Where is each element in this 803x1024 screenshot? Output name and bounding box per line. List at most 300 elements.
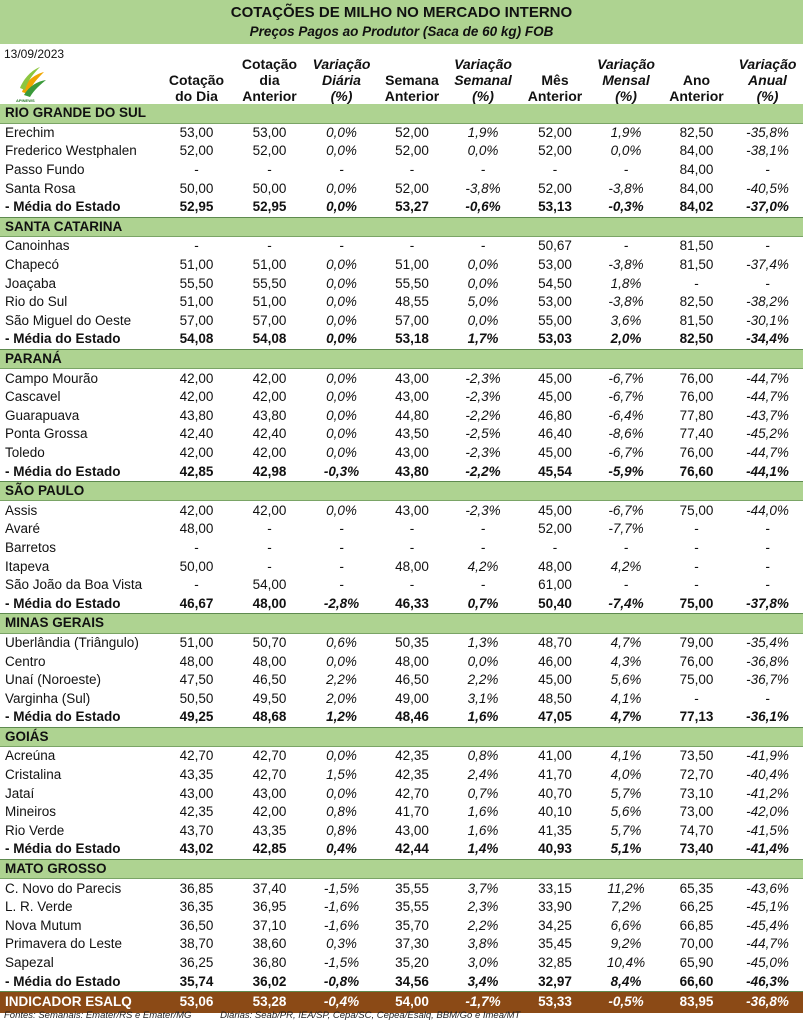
- table-row: [0, 237, 803, 256]
- table-cell: 42,00: [179, 502, 214, 518]
- table-cell: 0,0%: [326, 257, 357, 273]
- table-cell: 47,05: [519, 708, 591, 727]
- table-cell: 0,7%: [467, 785, 499, 801]
- table-cell: 52,95: [160, 198, 233, 217]
- table-row: [0, 312, 803, 331]
- table-cell: 53,13: [519, 198, 591, 217]
- state-header-row: [0, 614, 803, 634]
- sources-footer: [4, 1010, 546, 1021]
- state-header-row: [0, 349, 803, 369]
- table-cell: -: [694, 539, 699, 555]
- table-cell: 0,0%: [326, 275, 357, 291]
- table-cell: 74,70: [679, 822, 714, 838]
- table-cell: 53,06: [160, 991, 233, 1013]
- table-cell: 37,10: [252, 917, 287, 933]
- row-label: Passo Fundo: [5, 162, 85, 178]
- table-cell: -: [480, 521, 486, 537]
- table-cell: 76,00: [679, 444, 714, 460]
- table-cell: 43,80: [377, 462, 447, 481]
- table-cell: -: [480, 238, 486, 254]
- row-label: Nova Mutum: [5, 917, 82, 933]
- table-cell: 53,28: [233, 991, 306, 1013]
- table-cell: 42,70: [252, 767, 287, 783]
- table-cell: -1,5%: [323, 880, 360, 896]
- table-cell: -2,3%: [465, 502, 501, 518]
- table-row: [0, 917, 803, 936]
- table-cell: -6,7%: [608, 389, 644, 405]
- table-cell: 50,35: [395, 634, 429, 650]
- table-row: [0, 161, 803, 180]
- table-cell: 46,50: [252, 672, 287, 688]
- table-row: [0, 369, 803, 388]
- table-cell: -46,3%: [732, 972, 803, 991]
- table-cell: -0,8%: [306, 972, 377, 991]
- table-cell: 38,70: [179, 936, 214, 952]
- table-cell: -: [409, 162, 415, 178]
- table-cell: -40,5%: [746, 180, 789, 196]
- table-cell: -: [267, 238, 272, 254]
- table-cell: -: [765, 690, 770, 706]
- row-label: Rio do Sul: [5, 294, 68, 310]
- table-cell: 46,67: [160, 594, 233, 613]
- table-cell: -6,7%: [608, 502, 644, 518]
- column-header-line: Anterior: [384, 88, 440, 104]
- table-cell: 84,00: [679, 180, 714, 196]
- column-header-line: do Dia: [175, 88, 218, 104]
- row-label: Cristalina: [5, 767, 62, 783]
- table-cell: -43,7%: [746, 407, 789, 423]
- table-cell: 34,25: [538, 917, 572, 933]
- table-cell: -44,1%: [732, 462, 803, 481]
- table-cell: 45,00: [538, 444, 572, 460]
- row-label: Avaré: [5, 521, 41, 537]
- table-cell: 2,2%: [467, 917, 499, 933]
- column-header: [591, 44, 661, 104]
- table-cell: 41,70: [395, 804, 429, 820]
- table-cell: -36,8%: [732, 991, 803, 1013]
- table-cell: 42,00: [252, 804, 287, 820]
- table-cell: -44,7%: [746, 370, 789, 386]
- table-row: [0, 784, 803, 803]
- table-cell: -: [409, 539, 415, 555]
- row-label: Uberlândia (Triângulo): [5, 634, 139, 650]
- table-cell: 7,2%: [610, 899, 642, 915]
- table-cell: 73,50: [679, 748, 714, 764]
- table-cell: 57,00: [252, 312, 287, 328]
- table-cell: 43,00: [395, 822, 429, 838]
- table-cell: 55,50: [179, 275, 214, 291]
- table-row: [0, 123, 803, 142]
- table-cell: 0,0%: [326, 180, 357, 196]
- state-average-row: [0, 972, 803, 991]
- table-cell: 61,00: [538, 577, 572, 593]
- table-cell: 55,50: [252, 275, 287, 291]
- table-cell: 3,1%: [467, 690, 499, 706]
- table-cell: 65,35: [679, 880, 714, 896]
- table-cell: 43,70: [179, 822, 214, 838]
- table-cell: 4,7%: [591, 708, 661, 727]
- table-body: [0, 104, 803, 1013]
- table-cell: -: [194, 539, 199, 555]
- table-cell: 51,00: [252, 294, 287, 310]
- table-cell: 81,50: [679, 238, 714, 254]
- table-cell: 50,40: [519, 594, 591, 613]
- table-cell: 0,4%: [306, 840, 377, 859]
- table-cell: -: [194, 162, 199, 178]
- table-cell: 54,08: [233, 330, 306, 349]
- table-cell: 34,56: [377, 972, 447, 991]
- table-cell: 43,02: [160, 840, 233, 859]
- table-cell: 76,00: [679, 370, 714, 386]
- table-cell: -45,1%: [746, 899, 789, 915]
- row-label: Sapezal: [5, 955, 54, 971]
- table-row: [0, 576, 803, 595]
- column-header: [377, 44, 447, 104]
- column-header-line: Anterior: [527, 88, 583, 104]
- table-cell: 52,95: [233, 198, 306, 217]
- table-cell: 47,50: [179, 672, 214, 688]
- table-cell: -35,8%: [746, 124, 789, 140]
- state-average-row: [0, 198, 803, 217]
- table-cell: -2,2%: [447, 462, 519, 481]
- state-average-row: [0, 840, 803, 859]
- table-cell: -: [267, 162, 272, 178]
- table-cell: -: [339, 539, 344, 555]
- row-label: Toledo: [5, 444, 45, 460]
- table-cell: 84,02: [661, 198, 732, 217]
- table-cell: 0,8%: [326, 822, 357, 838]
- table-cell: -: [623, 238, 629, 254]
- table-cell: 3,7%: [467, 880, 499, 896]
- table-cell: 5,6%: [610, 804, 642, 820]
- table-cell: 36,80: [252, 955, 287, 971]
- row-label: Primavera do Leste: [5, 936, 123, 952]
- table-cell: 66,85: [679, 917, 714, 933]
- column-header-line: Mês: [541, 72, 569, 88]
- table-row: [0, 652, 803, 671]
- state-average-row: [0, 462, 803, 481]
- table-cell: 77,13: [661, 708, 732, 727]
- state-header-row: [0, 859, 803, 879]
- table-cell: 0,0%: [326, 124, 357, 140]
- table-cell: 4,3%: [610, 653, 642, 669]
- table-cell: -: [552, 539, 558, 555]
- table-cell: 3,0%: [467, 955, 499, 971]
- column-header-line: Variação: [597, 56, 655, 72]
- table-cell: -: [267, 521, 272, 537]
- column-header: [447, 44, 519, 104]
- table-cell: -0,5%: [591, 991, 661, 1013]
- table-cell: 42,85: [233, 840, 306, 859]
- table-cell: 2,3%: [467, 899, 499, 915]
- table-cell: 10,4%: [606, 955, 646, 971]
- table-cell: -: [339, 577, 344, 593]
- table-cell: 46,80: [538, 407, 572, 423]
- table-cell: 52,00: [395, 124, 429, 140]
- table-cell: 51,00: [395, 257, 429, 273]
- apinews-logo-icon: [14, 62, 50, 102]
- quotation-table: [0, 44, 803, 1013]
- row-label: C. Novo do Parecis: [5, 880, 122, 896]
- column-header: [306, 44, 377, 104]
- column-header-line: Anterior: [242, 88, 297, 104]
- row-label: - Média do Estado: [0, 708, 160, 727]
- table-cell: 43,00: [395, 370, 429, 386]
- table-row: [0, 539, 803, 558]
- table-cell: 50,67: [538, 238, 572, 254]
- table-cell: -: [552, 162, 558, 178]
- table-cell: 42,70: [252, 748, 287, 764]
- table-row: [0, 689, 803, 708]
- table-cell: 43,80: [179, 407, 214, 423]
- table-cell: 1,2%: [306, 708, 377, 727]
- table-cell: 54,08: [160, 330, 233, 349]
- table-cell: 0,0%: [326, 426, 357, 442]
- table-row: [0, 293, 803, 312]
- table-cell: 48,00: [179, 653, 214, 669]
- table-cell: 0,8%: [326, 804, 357, 820]
- row-label: Unaí (Noroeste): [5, 672, 102, 688]
- table-cell: 41,70: [538, 767, 572, 783]
- table-cell: -44,7%: [746, 444, 789, 460]
- table-cell: -1,6%: [323, 899, 360, 915]
- table-cell: 52,00: [252, 143, 287, 159]
- table-cell: 83,95: [661, 991, 732, 1013]
- table-cell: 32,97: [519, 972, 591, 991]
- row-label: Santa Rosa: [5, 180, 76, 196]
- table-cell: 3,6%: [610, 312, 642, 328]
- table-cell: 42,40: [252, 426, 287, 442]
- state-name: PARANÁ: [0, 349, 803, 369]
- state-name: SANTA CATARINA: [0, 217, 803, 237]
- table-cell: -36,8%: [746, 653, 789, 669]
- table-cell: 46,40: [538, 426, 572, 442]
- table-cell: 0,0%: [467, 257, 499, 273]
- table-cell: 46,00: [538, 653, 572, 669]
- column-header-line: (%): [756, 88, 779, 104]
- table-cell: 0,3%: [326, 936, 357, 952]
- table-row: [0, 388, 803, 407]
- table-cell: -3,8%: [608, 180, 644, 196]
- table-cell: 48,00: [538, 558, 572, 574]
- table-cell: 46,33: [377, 594, 447, 613]
- table-cell: 0,0%: [326, 502, 357, 518]
- table-cell: 1,6%: [467, 822, 499, 838]
- table-cell: 2,2%: [326, 672, 357, 688]
- table-cell: -37,8%: [732, 594, 803, 613]
- table-cell: 43,00: [252, 785, 287, 801]
- table-cell: -2,3%: [465, 444, 501, 460]
- row-label: - Média do Estado: [0, 330, 160, 349]
- table-cell: 4,2%: [610, 558, 642, 574]
- state-average-row: [0, 708, 803, 727]
- table-cell: 4,0%: [610, 767, 642, 783]
- table-cell: -3,8%: [465, 180, 501, 196]
- table-row: [0, 935, 803, 954]
- table-cell: -1,7%: [447, 991, 519, 1013]
- state-name: SÃO PAULO: [0, 481, 803, 501]
- table-cell: 42,35: [179, 804, 214, 820]
- row-label: Itapeva: [5, 558, 50, 574]
- table-cell: 5,6%: [610, 672, 642, 688]
- state-header-row: [0, 217, 803, 237]
- table-cell: 45,00: [538, 389, 572, 405]
- table-cell: -: [694, 275, 699, 291]
- table-cell: 50,00: [252, 180, 287, 196]
- column-header-row: [0, 44, 803, 104]
- table-cell: 43,00: [395, 502, 429, 518]
- table-cell: 46,50: [395, 672, 429, 688]
- table-cell: 52,00: [179, 143, 214, 159]
- table-cell: -: [194, 238, 199, 254]
- table-cell: 42,35: [395, 748, 429, 764]
- row-label: - Média do Estado: [0, 462, 160, 481]
- table-row: [0, 425, 803, 444]
- table-cell: -: [765, 577, 770, 593]
- table-cell: -2,3%: [465, 389, 501, 405]
- table-cell: -: [267, 539, 272, 555]
- table-cell: 0,0%: [467, 275, 499, 291]
- table-cell: -35,4%: [746, 634, 789, 650]
- row-label: Erechim: [5, 124, 55, 140]
- table-cell: 37,40: [252, 880, 287, 896]
- table-cell: 4,1%: [610, 690, 642, 706]
- table-cell: 49,25: [160, 708, 233, 727]
- column-header-line: (%): [615, 88, 637, 104]
- table-cell: 57,00: [395, 312, 429, 328]
- table-cell: 4,1%: [610, 748, 642, 764]
- column-header-line: Ano: [682, 72, 711, 88]
- table-cell: -: [409, 577, 415, 593]
- table-cell: 55,00: [538, 312, 572, 328]
- column-header-line: dia: [259, 72, 280, 88]
- table-cell: 9,2%: [610, 936, 642, 952]
- table-cell: 42,70: [395, 785, 429, 801]
- table-cell: 75,00: [661, 594, 732, 613]
- table-cell: 0,0%: [326, 653, 357, 669]
- table-cell: 6,6%: [610, 917, 642, 933]
- table-cell: -3,8%: [608, 294, 644, 310]
- table-cell: 1,4%: [447, 840, 519, 859]
- row-label: Cascavel: [5, 389, 61, 405]
- table-cell: -: [694, 577, 699, 593]
- table-cell: -42,0%: [746, 804, 789, 820]
- table-cell: 1,3%: [467, 634, 499, 650]
- table-cell: 51,00: [252, 257, 287, 273]
- table-cell: 1,6%: [467, 804, 499, 820]
- column-header: [160, 44, 233, 104]
- table-cell: 1,7%: [447, 330, 519, 349]
- table-cell: 53,27: [377, 198, 447, 217]
- table-cell: 43,00: [395, 444, 429, 460]
- table-cell: 48,00: [179, 521, 214, 537]
- table-row: [0, 407, 803, 426]
- table-cell: -2,2%: [465, 407, 501, 423]
- table-cell: 77,80: [679, 407, 714, 423]
- table-cell: 50,70: [252, 634, 287, 650]
- table-cell: 1,5%: [326, 767, 357, 783]
- table-cell: -: [623, 162, 629, 178]
- table-cell: 43,35: [179, 767, 214, 783]
- table-cell: 5,7%: [610, 785, 642, 801]
- table-cell: 48,46: [377, 708, 447, 727]
- table-row: [0, 766, 803, 785]
- table-cell: 0,8%: [467, 748, 499, 764]
- table-cell: 36,35: [179, 899, 214, 915]
- table-cell: 42,00: [252, 444, 287, 460]
- table-cell: 35,20: [395, 955, 429, 971]
- table-cell: -: [765, 521, 770, 537]
- table-cell: 43,80: [252, 407, 287, 423]
- row-label: São João da Boa Vista: [5, 577, 143, 593]
- column-header: [732, 44, 803, 104]
- table-row: [0, 803, 803, 822]
- table-cell: 32,85: [538, 955, 572, 971]
- table-cell: -: [694, 690, 699, 706]
- table-cell: 0,0%: [326, 143, 357, 159]
- table-cell: 5,7%: [610, 822, 642, 838]
- table-cell: 1,8%: [610, 275, 642, 291]
- table-cell: 48,00: [233, 594, 306, 613]
- table-cell: -41,2%: [746, 785, 789, 801]
- table-cell: 66,25: [679, 899, 714, 915]
- table-cell: 41,35: [538, 822, 572, 838]
- table-cell: 5,0%: [467, 294, 499, 310]
- table-cell: -0,4%: [306, 991, 377, 1013]
- table-row: [0, 898, 803, 917]
- table-cell: 42,35: [395, 767, 429, 783]
- table-cell: -: [765, 275, 770, 291]
- table-cell: 82,50: [661, 330, 732, 349]
- table-cell: -0,6%: [447, 198, 519, 217]
- table-cell: 42,00: [179, 389, 214, 405]
- table-cell: 52,00: [538, 124, 572, 140]
- table-cell: 42,85: [160, 462, 233, 481]
- row-label: Centro: [5, 653, 46, 669]
- table-cell: 54,50: [538, 275, 572, 291]
- table-cell: 43,35: [252, 822, 287, 838]
- table-cell: 1,9%: [610, 124, 642, 140]
- column-header-line: Cotação: [168, 72, 225, 88]
- table-row: [0, 520, 803, 539]
- table-cell: 0,0%: [326, 407, 357, 423]
- table-cell: -36,1%: [732, 708, 803, 727]
- state-name: GOIÁS: [0, 727, 803, 747]
- table-cell: 43,50: [395, 426, 429, 442]
- row-label: Campo Mourão: [5, 370, 99, 386]
- table-cell: 8,4%: [591, 972, 661, 991]
- table-cell: -: [339, 558, 344, 574]
- table-cell: 40,93: [519, 840, 591, 859]
- table-cell: 48,00: [252, 653, 287, 669]
- table-cell: -: [480, 162, 486, 178]
- table-cell: 45,00: [538, 370, 572, 386]
- table-cell: -6,4%: [608, 407, 644, 423]
- table-cell: 73,40: [661, 840, 732, 859]
- table-row: [0, 671, 803, 690]
- row-label: Chapecó: [5, 257, 60, 273]
- table-cell: 2,0%: [326, 690, 357, 706]
- table-cell: 73,10: [679, 785, 714, 801]
- table-cell: 33,90: [538, 899, 572, 915]
- column-header-line: Semanal: [454, 72, 512, 88]
- column-header-line: (%): [472, 88, 494, 104]
- table-cell: -: [765, 162, 770, 178]
- table-cell: 53,18: [377, 330, 447, 349]
- table-cell: 66,60: [661, 972, 732, 991]
- table-cell: 79,00: [679, 634, 714, 650]
- table-cell: 43,00: [395, 389, 429, 405]
